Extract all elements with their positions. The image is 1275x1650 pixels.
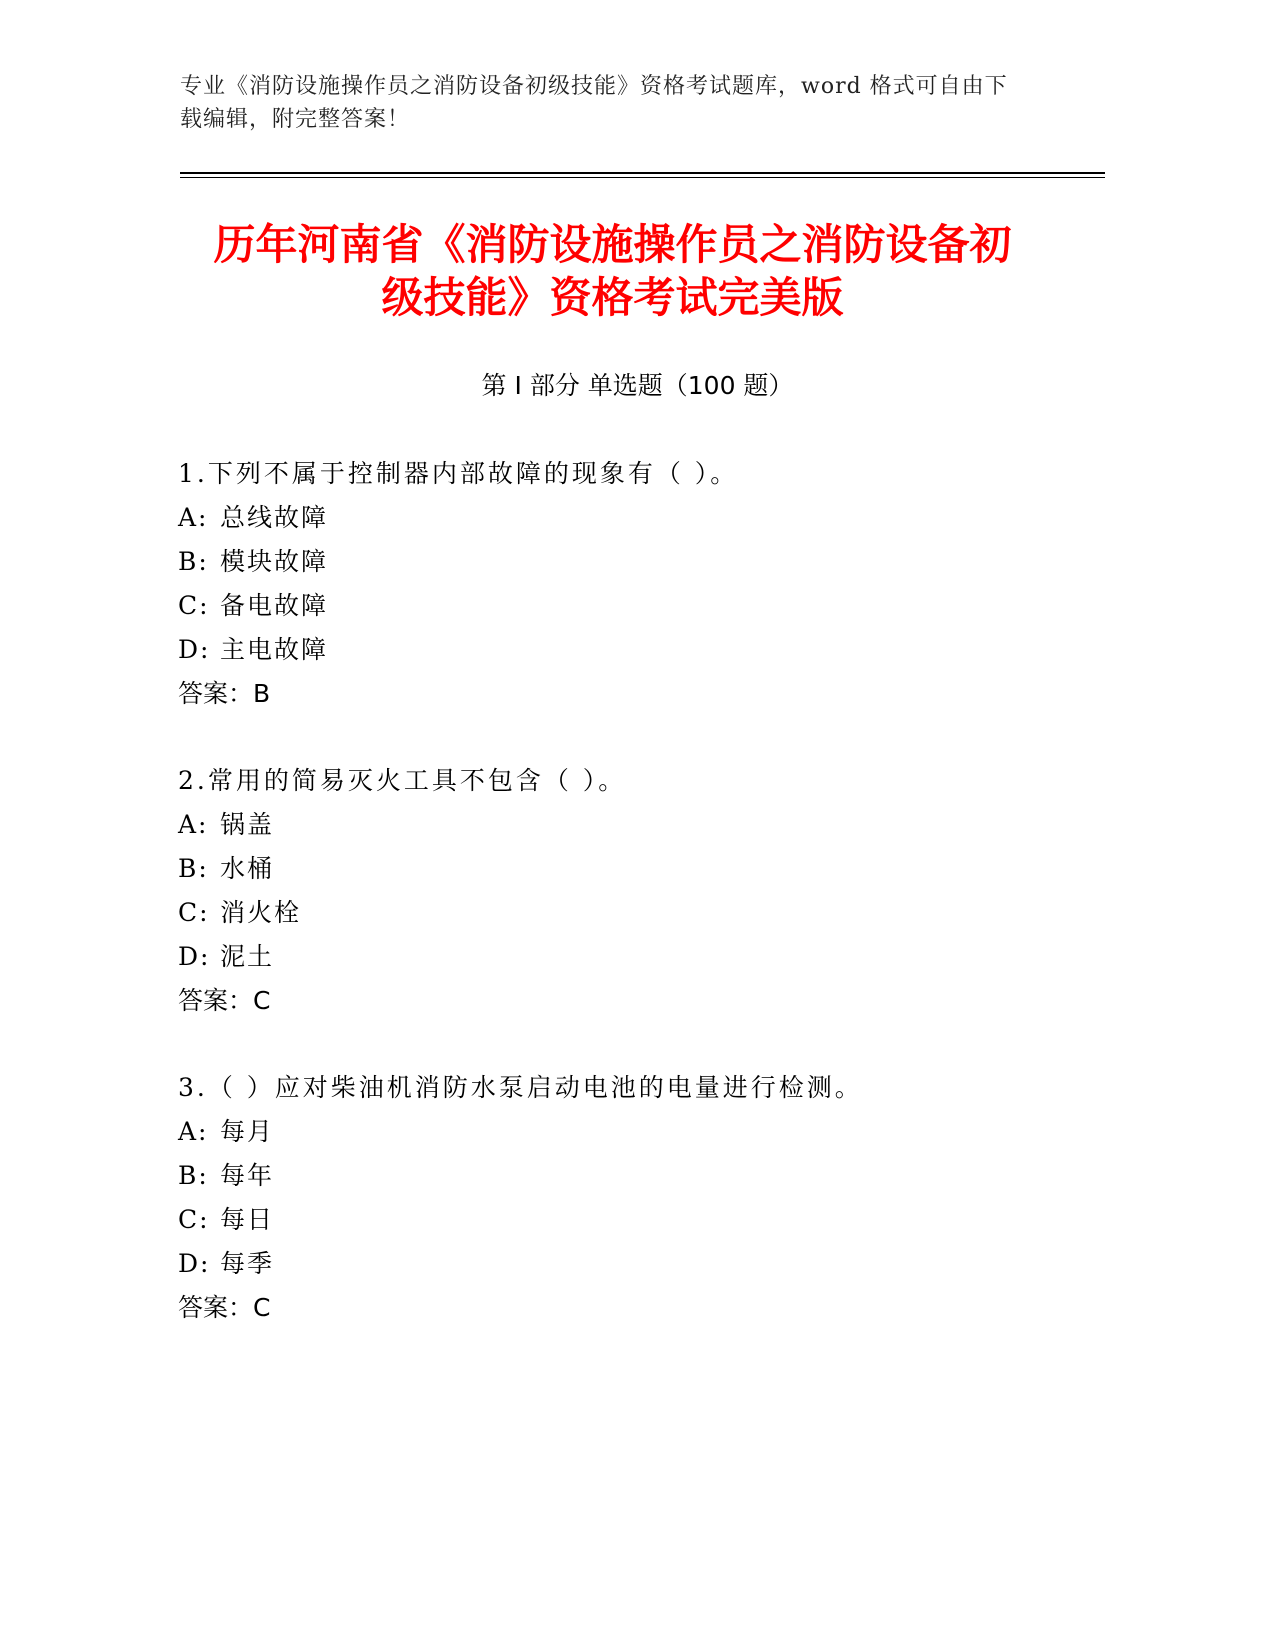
option-text: 每年 [220,1161,275,1190]
document-title [150,218,1075,324]
option-text: 模块故障 [220,547,329,576]
option-b [178,1154,1098,1198]
option-text: 消火栓 [220,898,302,927]
option-text: 泥土 [220,942,275,971]
option-letter: C: [178,1205,210,1234]
document-title-line-2: 级技能》资格考试完美版 [381,273,844,322]
option-text: 锅盖 [220,810,275,839]
option-text: 每季 [220,1249,275,1278]
option-b [178,540,1098,584]
answer-line: 答案：B [178,679,271,708]
option-text: 主电故障 [220,635,329,664]
header-divider-thick [180,172,1105,174]
header-divider-thin [180,177,1105,178]
option-letter: D: [178,942,211,971]
option-c [178,584,1098,628]
question-2 [178,759,1098,1023]
question-1 [178,452,1098,716]
option-letter: C: [178,898,210,927]
option-d [178,1242,1098,1286]
option-text: 备电故障 [220,591,329,620]
answer-line: 答案：C [178,1293,271,1322]
option-letter: B: [178,547,209,576]
option-text: 总线故障 [220,503,329,532]
answer-line: 答案：C [178,986,271,1015]
option-d [178,935,1098,979]
option-letter: A: [178,503,209,532]
option-a [178,803,1098,847]
section-heading: 第 I 部分 单选题（100 题） [481,371,794,400]
question-stem: 3.（ ）应对柴油机消防水泵启动电池的电量进行检测。 [178,1073,863,1102]
option-letter: A: [178,1117,209,1146]
option-c [178,1198,1098,1242]
question-3 [178,1066,1098,1330]
header-note-line-1: 专业《消防设施操作员之消防设备初级技能》资格考试题库，word 格式可自由下 [180,74,1008,99]
option-d [178,628,1098,672]
option-letter: B: [178,1161,209,1190]
header-note [180,70,1040,136]
question-list [178,452,1098,1373]
option-letter: A: [178,810,209,839]
option-text: 水桶 [220,854,275,883]
option-letter: C: [178,591,210,620]
option-c [178,891,1098,935]
option-letter: D: [178,1249,211,1278]
question-stem: 1.下列不属于控制器内部故障的现象有（ ）。 [178,459,739,488]
header-note-line-2: 载编辑，附完整答案！ [180,107,411,132]
option-text: 每月 [220,1117,275,1146]
option-text: 每日 [220,1205,275,1234]
option-a [178,496,1098,540]
option-letter: D: [178,635,211,664]
option-a [178,1110,1098,1154]
option-letter: B: [178,854,209,883]
question-stem: 2.常用的简易灭火工具不包含（ ）。 [178,766,627,795]
document-title-line-1: 历年河南省《消防设施操作员之消防设备初 [213,220,1012,269]
option-b [178,847,1098,891]
